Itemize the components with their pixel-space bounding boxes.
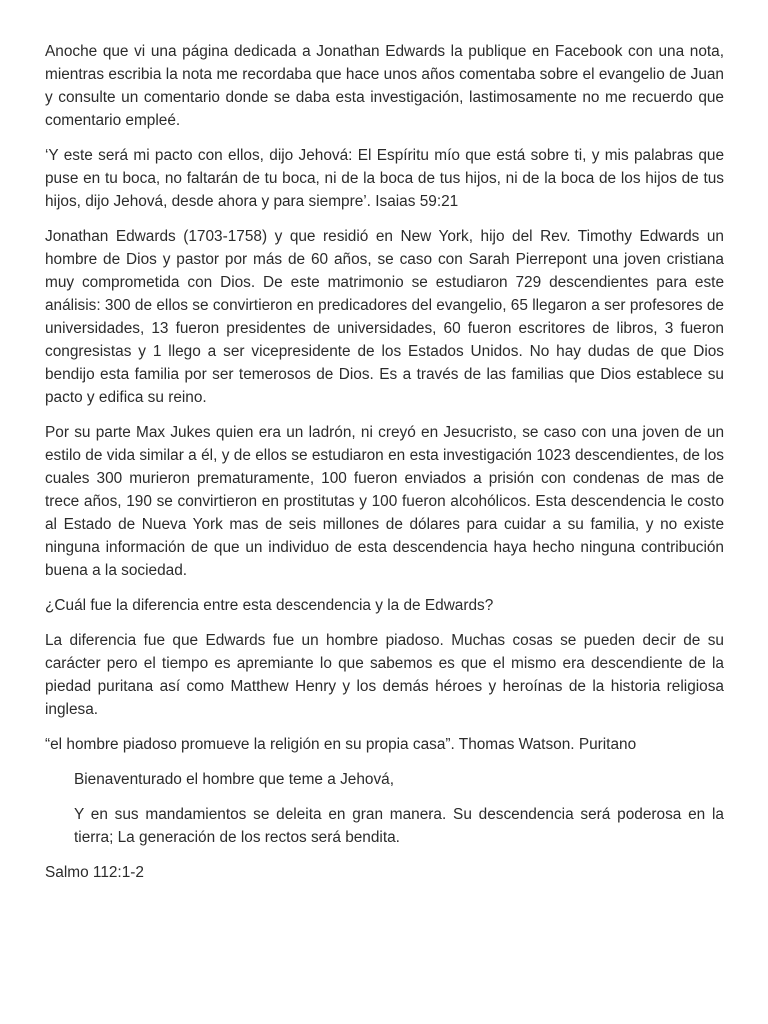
document-page: [45, 40, 724, 896]
paragraph-intro: Anoche que vi una página dedicada a Jonathan Edwards la publique en Facebook con una nota, mientras escribia la nota me recordaba que hace unos años comentaba sobre el evangelio de Juan y consulte un comentario donde se daba esta investigación, lastimosamente no me recuerdo que comentario empleé.: [45, 43, 724, 129]
paragraph-isaiah-quote: ‘Y este será mi pacto con ellos, dijo Jehová: El Espíritu mío que está sobre ti, y mis palabras que puse en tu boca, no faltarán de tu boca, ni de la boca de tus hijos, ni de la boca de los hijos de tus hijos, dijo Jehová, desde ahora y para siempre’. Isaias 59:21: [45, 147, 724, 210]
paragraph-question: ¿Cuál fue la diferencia entre esta descendencia y la de Edwards?: [45, 597, 494, 614]
paragraph-edwards: Jonathan Edwards (1703-1758) y que residió en New York, hijo del Rev. Timothy Edwards un hombre de Dios y pastor por más de 60 años, se caso con Sarah Pierrepont una joven cristiana muy comprometida con Dios. De este matrimonio se estudiaron 729 descendientes para este análisis: 300 de ellos se convirtieron en predicadores del evangelio, 65 llegaron a ser profesores de universidades, 13 fueron presidentes de universidades, 60 fueron escritores de libros, 3 fueron congresistas y 1 llego a ser vicepresidente de los Estados Unidos. No hay dudas de que Dios bendijo esta familia por ser temerosos de Dios. Es a través de las familias que Dios establece su pacto y edifica su reino.: [45, 228, 724, 406]
paragraph-watson-quote: “el hombre piadoso promueve la religión en su propia casa”. Thomas Watson. Puritano: [45, 736, 637, 753]
paragraph-jukes: Por su parte Max Jukes quien era un ladrón, ni creyó en Jesucristo, se caso con una joven de un estilo de vida similar a él, y de ellos se estudiaron en esta investigación 1023 descendientes, de los cuales 300 murieron prematuramente, 100 fueron enviados a prisión con condenas de mas de trece años, 190 se convirtieron en prostitutas y 100 fueron alcohólicos. Esta descendencia le costo al Estado de Nueva York mas de seis millones de dólares para cuidar a su familia, y no existe ninguna información de que un individuo de esta descendencia haya hecho ninguna contribución buena a la sociedad.: [45, 424, 724, 579]
psalm-line-1: Bienaventurado el hombre que teme a Jehová,: [74, 771, 394, 788]
psalm-line-2: Y en sus mandamientos se deleita en gran manera. Su descendencia será poderosa en la tierra; La generación de los rectos será bendita.: [74, 806, 724, 846]
psalm-reference: Salmo 112:1-2: [45, 864, 144, 881]
paragraph-difference: La diferencia fue que Edwards fue un hombre piadoso. Muchas cosas se pueden decir de su carácter pero el tiempo es apremiante lo que sabemos es que el mismo era descendiente de la piedad puritana así como Matthew Henry y los demás héroes y heroínas de la historia religiosa inglesa.: [45, 632, 724, 718]
psalm-verse: [45, 768, 724, 849]
